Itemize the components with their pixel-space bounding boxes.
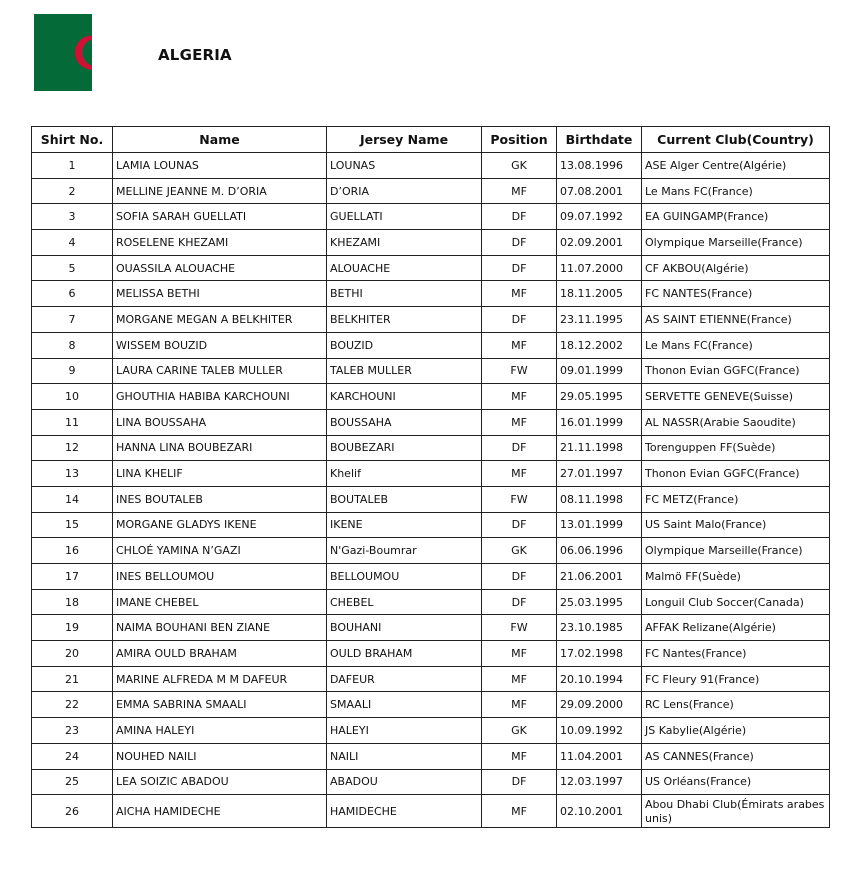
player-name-cell: LINA BOUSSAHA <box>113 409 327 435</box>
club-cell: Le Mans FC(France) <box>642 332 830 358</box>
table-row <box>32 795 830 828</box>
position-cell: MF <box>482 743 557 769</box>
club-cell: JS Kabylie(Algérie) <box>642 718 830 744</box>
table-row <box>32 641 830 667</box>
shirt-number-cell: 4 <box>32 230 113 256</box>
birthdate-cell: 23.11.1995 <box>557 307 642 333</box>
position-cell: MF <box>482 461 557 487</box>
position-cell: DF <box>482 307 557 333</box>
jersey-name-cell: Khelif <box>327 461 482 487</box>
shirt-number-cell: 8 <box>32 332 113 358</box>
jersey-name-cell: BELLOUMOU <box>327 564 482 590</box>
table-row <box>32 486 830 512</box>
table-row <box>32 564 830 590</box>
table-row <box>32 230 830 256</box>
position-cell: FW <box>482 615 557 641</box>
table-row <box>32 538 830 564</box>
col-header-birthdate: Birthdate <box>557 127 642 153</box>
club-cell: Abou Dhabi Club(Émirats arabes unis) <box>642 795 830 828</box>
player-name-cell: EMMA SABRINA SMAALI <box>113 692 327 718</box>
position-cell: MF <box>482 332 557 358</box>
table-row <box>32 178 830 204</box>
table-row <box>32 255 830 281</box>
roster-table <box>31 126 830 828</box>
position-cell: DF <box>482 204 557 230</box>
player-name-cell: AICHA HAMIDECHE <box>113 795 327 828</box>
birthdate-cell: 06.06.1996 <box>557 538 642 564</box>
col-header-current-club: Current Club(Country) <box>642 127 830 153</box>
player-name-cell: MORGANE GLADYS IKENE <box>113 512 327 538</box>
birthdate-cell: 25.03.1995 <box>557 589 642 615</box>
player-name-cell: OUASSILA ALOUACHE <box>113 255 327 281</box>
jersey-name-cell: KARCHOUNI <box>327 384 482 410</box>
jersey-name-cell: BOUHANI <box>327 615 482 641</box>
col-header-jersey-name: Jersey Name <box>327 127 482 153</box>
player-name-cell: NOUHED NAILI <box>113 743 327 769</box>
table-row <box>32 358 830 384</box>
col-header-shirt-no: Shirt No. <box>32 127 113 153</box>
position-cell: DF <box>482 230 557 256</box>
player-name-cell: MARINE ALFREDA M M DAFEUR <box>113 666 327 692</box>
jersey-name-cell: D’ORIA <box>327 178 482 204</box>
table-row <box>32 692 830 718</box>
shirt-number-cell: 7 <box>32 307 113 333</box>
club-cell: AS CANNES(France) <box>642 743 830 769</box>
table-row <box>32 307 830 333</box>
club-cell: SERVETTE GENEVE(Suisse) <box>642 384 830 410</box>
shirt-number-cell: 14 <box>32 486 113 512</box>
shirt-number-cell: 12 <box>32 435 113 461</box>
jersey-name-cell: BETHI <box>327 281 482 307</box>
shirt-number-cell: 5 <box>32 255 113 281</box>
col-header-name: Name <box>113 127 327 153</box>
birthdate-cell: 21.11.1998 <box>557 435 642 461</box>
club-cell: Le Mans FC(France) <box>642 178 830 204</box>
birthdate-cell: 08.11.1998 <box>557 486 642 512</box>
jersey-name-cell: IKENE <box>327 512 482 538</box>
player-name-cell: INES BOUTALEB <box>113 486 327 512</box>
jersey-name-cell: BELKHITER <box>327 307 482 333</box>
table-row <box>32 512 830 538</box>
position-cell: DF <box>482 769 557 795</box>
shirt-number-cell: 25 <box>32 769 113 795</box>
birthdate-cell: 02.09.2001 <box>557 230 642 256</box>
table-header-row <box>32 127 830 153</box>
player-name-cell: INES BELLOUMOU <box>113 564 327 590</box>
jersey-name-cell: HAMIDECHE <box>327 795 482 828</box>
table-row <box>32 615 830 641</box>
birthdate-cell: 10.09.1992 <box>557 718 642 744</box>
club-cell: AS SAINT ETIENNE(France) <box>642 307 830 333</box>
jersey-name-cell: DAFEUR <box>327 666 482 692</box>
birthdate-cell: 21.06.2001 <box>557 564 642 590</box>
player-name-cell: MORGANE MEGAN A BELKHITER <box>113 307 327 333</box>
jersey-name-cell: ALOUACHE <box>327 255 482 281</box>
birthdate-cell: 09.01.1999 <box>557 358 642 384</box>
shirt-number-cell: 17 <box>32 564 113 590</box>
shirt-number-cell: 23 <box>32 718 113 744</box>
jersey-name-cell: HALEYI <box>327 718 482 744</box>
table-row <box>32 409 830 435</box>
jersey-name-cell: N'Gazi-Boumrar <box>327 538 482 564</box>
position-cell: MF <box>482 178 557 204</box>
club-cell: Olympique Marseille(France) <box>642 538 830 564</box>
club-cell: Olympique Marseille(France) <box>642 230 830 256</box>
player-name-cell: NAIMA BOUHANI BEN ZIANE <box>113 615 327 641</box>
birthdate-cell: 17.02.1998 <box>557 641 642 667</box>
position-cell: DF <box>482 255 557 281</box>
position-cell: MF <box>482 409 557 435</box>
table-row <box>32 718 830 744</box>
club-cell: FC Fleury 91(France) <box>642 666 830 692</box>
club-cell: US Orléans(France) <box>642 769 830 795</box>
col-header-position: Position <box>482 127 557 153</box>
player-name-cell: SOFIA SARAH GUELLATI <box>113 204 327 230</box>
player-name-cell: GHOUTHIA HABIBA KARCHOUNI <box>113 384 327 410</box>
birthdate-cell: 29.09.2000 <box>557 692 642 718</box>
position-cell: GK <box>482 538 557 564</box>
shirt-number-cell: 19 <box>32 615 113 641</box>
player-name-cell: MELISSA BETHI <box>113 281 327 307</box>
shirt-number-cell: 18 <box>32 589 113 615</box>
position-cell: FW <box>482 358 557 384</box>
position-cell: MF <box>482 641 557 667</box>
player-name-cell: CHLOÉ YAMINA N’GAZI <box>113 538 327 564</box>
player-name-cell: ROSELENE KHEZAMI <box>113 230 327 256</box>
table-row <box>32 204 830 230</box>
club-cell: Torenguppen FF(Suède) <box>642 435 830 461</box>
table-row <box>32 435 830 461</box>
player-name-cell: IMANE CHEBEL <box>113 589 327 615</box>
club-cell: Malmö FF(Suède) <box>642 564 830 590</box>
shirt-number-cell: 20 <box>32 641 113 667</box>
shirt-number-cell: 24 <box>32 743 113 769</box>
table-row <box>32 153 830 179</box>
jersey-name-cell: OULD BRAHAM <box>327 641 482 667</box>
birthdate-cell: 20.10.1994 <box>557 666 642 692</box>
birthdate-cell: 11.07.2000 <box>557 255 642 281</box>
country-title: ALGERIA <box>158 46 232 64</box>
shirt-number-cell: 26 <box>32 795 113 828</box>
shirt-number-cell: 6 <box>32 281 113 307</box>
table-row <box>32 666 830 692</box>
club-cell: FC NANTES(France) <box>642 281 830 307</box>
birthdate-cell: 23.10.1985 <box>557 615 642 641</box>
player-name-cell: LAMIA LOUNAS <box>113 153 327 179</box>
table-row <box>32 461 830 487</box>
position-cell: MF <box>482 666 557 692</box>
shirt-number-cell: 11 <box>32 409 113 435</box>
jersey-name-cell: GUELLATI <box>327 204 482 230</box>
player-name-cell: LAURA CARINE TALEB MULLER <box>113 358 327 384</box>
jersey-name-cell: ABADOU <box>327 769 482 795</box>
position-cell: GK <box>482 718 557 744</box>
club-cell: ASE Alger Centre(Algérie) <box>642 153 830 179</box>
jersey-name-cell: LOUNAS <box>327 153 482 179</box>
birthdate-cell: 11.04.2001 <box>557 743 642 769</box>
birthdate-cell: 27.01.1997 <box>557 461 642 487</box>
position-cell: MF <box>482 692 557 718</box>
club-cell: Longuil Club Soccer(Canada) <box>642 589 830 615</box>
shirt-number-cell: 2 <box>32 178 113 204</box>
position-cell: DF <box>482 564 557 590</box>
birthdate-cell: 13.01.1999 <box>557 512 642 538</box>
shirt-number-cell: 3 <box>32 204 113 230</box>
club-cell: FC Nantes(France) <box>642 641 830 667</box>
player-name-cell: MELLINE JEANNE M. D’ORIA <box>113 178 327 204</box>
table-row <box>32 589 830 615</box>
shirt-number-cell: 9 <box>32 358 113 384</box>
shirt-number-cell: 15 <box>32 512 113 538</box>
jersey-name-cell: SMAALI <box>327 692 482 718</box>
club-cell: US Saint Malo(France) <box>642 512 830 538</box>
jersey-name-cell: KHEZAMI <box>327 230 482 256</box>
club-cell: EA GUINGAMP(France) <box>642 204 830 230</box>
table-row <box>32 769 830 795</box>
position-cell: MF <box>482 795 557 828</box>
position-cell: DF <box>482 512 557 538</box>
player-name-cell: LEA SOIZIC ABADOU <box>113 769 327 795</box>
table-row <box>32 384 830 410</box>
jersey-name-cell: TALEB MULLER <box>327 358 482 384</box>
birthdate-cell: 18.12.2002 <box>557 332 642 358</box>
player-name-cell: AMINA HALEYI <box>113 718 327 744</box>
shirt-number-cell: 21 <box>32 666 113 692</box>
birthdate-cell: 16.01.1999 <box>557 409 642 435</box>
shirt-number-cell: 16 <box>32 538 113 564</box>
player-name-cell: LINA KHELIF <box>113 461 327 487</box>
birthdate-cell: 02.10.2001 <box>557 795 642 828</box>
club-cell: AL NASSR(Arabie Saoudite) <box>642 409 830 435</box>
position-cell: GK <box>482 153 557 179</box>
jersey-name-cell: CHEBEL <box>327 589 482 615</box>
shirt-number-cell: 22 <box>32 692 113 718</box>
table-row <box>32 281 830 307</box>
birthdate-cell: 12.03.1997 <box>557 769 642 795</box>
jersey-name-cell: BOUBEZARI <box>327 435 482 461</box>
player-name-cell: HANNA LINA BOUBEZARI <box>113 435 327 461</box>
table-row <box>32 743 830 769</box>
birthdate-cell: 07.08.2001 <box>557 178 642 204</box>
shirt-number-cell: 13 <box>32 461 113 487</box>
table-row <box>32 332 830 358</box>
position-cell: MF <box>482 384 557 410</box>
club-cell: Thonon Evian GGFC(France) <box>642 358 830 384</box>
shirt-number-cell: 1 <box>32 153 113 179</box>
birthdate-cell: 29.05.1995 <box>557 384 642 410</box>
jersey-name-cell: BOUTALEB <box>327 486 482 512</box>
birthdate-cell: 13.08.1996 <box>557 153 642 179</box>
jersey-name-cell: BOUSSAHA <box>327 409 482 435</box>
birthdate-cell: 09.07.1992 <box>557 204 642 230</box>
jersey-name-cell: BOUZID <box>327 332 482 358</box>
club-cell: RC Lens(France) <box>642 692 830 718</box>
roster-body <box>32 153 830 828</box>
player-name-cell: AMIRA OULD BRAHAM <box>113 641 327 667</box>
club-cell: CF AKBOU(Algérie) <box>642 255 830 281</box>
algeria-flag-icon <box>34 14 92 91</box>
position-cell: DF <box>482 589 557 615</box>
club-cell: Thonon Evian GGFC(France) <box>642 461 830 487</box>
player-name-cell: WISSEM BOUZID <box>113 332 327 358</box>
club-cell: FC METZ(France) <box>642 486 830 512</box>
club-cell: AFFAK Relizane(Algérie) <box>642 615 830 641</box>
shirt-number-cell: 10 <box>32 384 113 410</box>
position-cell: DF <box>482 435 557 461</box>
jersey-name-cell: NAILI <box>327 743 482 769</box>
position-cell: MF <box>482 281 557 307</box>
birthdate-cell: 18.11.2005 <box>557 281 642 307</box>
position-cell: FW <box>482 486 557 512</box>
